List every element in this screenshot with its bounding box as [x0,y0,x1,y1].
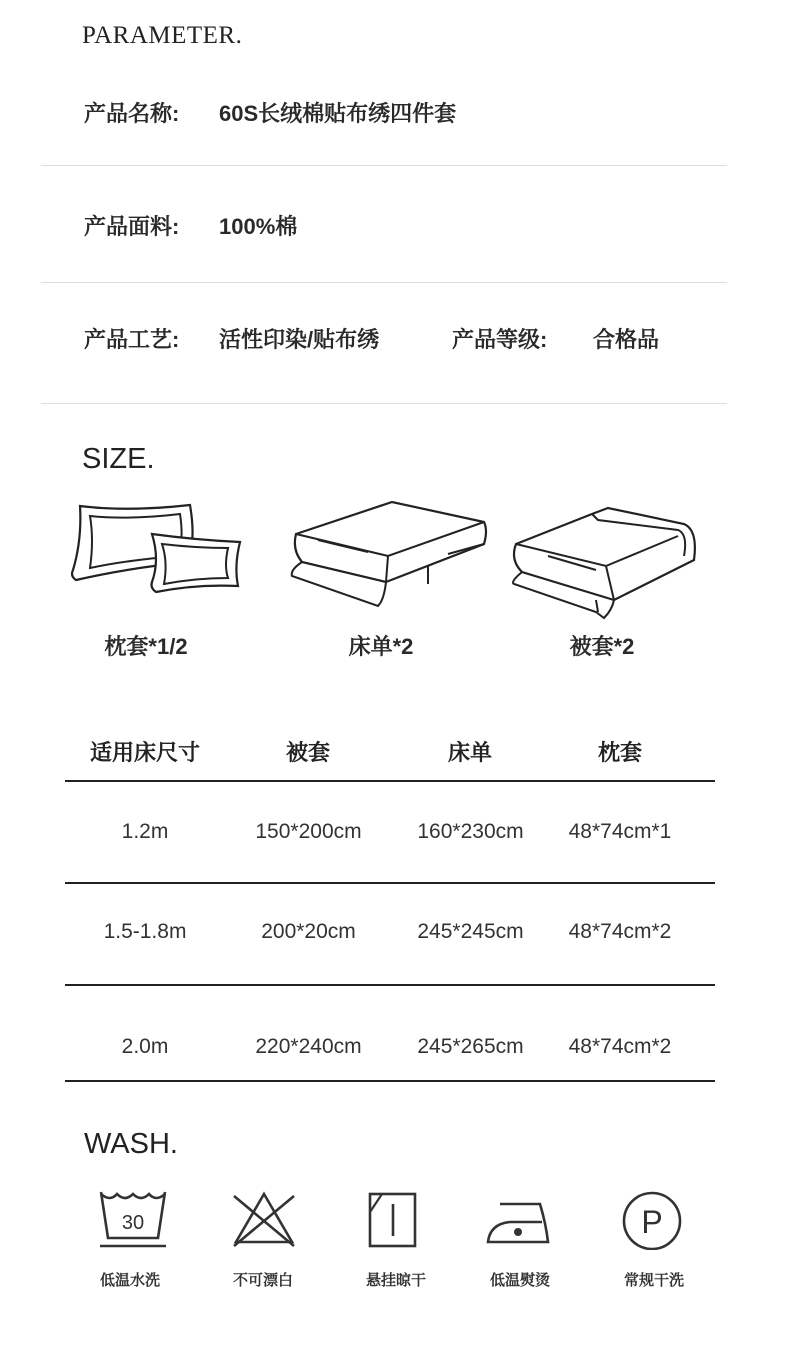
no-bleach-icon [230,1188,298,1250]
table-cell: 245*265cm [417,1035,524,1058]
wash-label: 低温熨烫 [489,1272,550,1289]
table-cell: 48*74cm*2 [568,1035,672,1058]
table-cell: 160*230cm [417,820,524,843]
table-header-duvet: 被套 [285,740,330,765]
param-value: 60S长绒棉贴布绣四件套 [219,101,457,126]
wash-label: 常规干洗 [623,1272,684,1289]
table-cell: 220*240cm [255,1035,362,1058]
wash-label: 悬挂晾干 [365,1272,426,1289]
param-value: 100%棉 [219,214,298,239]
wash-label: 低温水洗 [99,1272,160,1289]
duvet-cover-icon [508,500,700,622]
divider [41,282,727,283]
wash-30-icon [98,1188,168,1250]
line-dry-icon [368,1188,418,1250]
table-cell: 200*20cm [261,920,356,943]
table-header-bed-size: 适用床尺寸 [89,740,200,765]
param-value: 合格品 [593,327,660,352]
param-row-craft [84,323,659,354]
table-header-sheet: 床单 [447,740,492,765]
table-cell: 245*245cm [417,920,524,943]
size-title: SIZE. [82,443,155,475]
param-label: 产品面料: [84,214,180,239]
pillowcase-icon [68,500,244,596]
pillowcase-label: 枕套*1/2 [104,634,188,659]
table-cell: 1.5-1.8m [103,920,187,943]
bed-sheet-label: 床单*2 [348,634,414,659]
param-value: 活性印染/贴布绣 [219,327,380,352]
table-rule [65,984,715,986]
table-cell: 48*74cm*1 [568,820,672,843]
table-header-pillowcase: 枕套 [597,740,642,765]
param-label: 产品工艺: [84,327,180,352]
parameter-title: PARAMETER. [82,22,243,49]
param-label: 产品名称: [84,101,180,126]
low-iron-icon [486,1188,552,1250]
table-rule [65,780,715,782]
dry-clean-letter: P [641,1204,663,1240]
duvet-cover-label: 被套*2 [569,634,635,659]
table-rule [65,882,715,884]
wash-title: WASH. [84,1128,178,1160]
table-cell: 2.0m [121,1035,169,1058]
param-row-fabric [84,210,297,241]
wash-temp-text: 30 [121,1212,145,1234]
bed-sheet-icon [288,500,490,610]
wash-label: 不可漂白 [232,1272,293,1289]
param-row-name [84,97,456,128]
param-label: 产品等级: [452,327,548,352]
table-cell: 48*74cm*2 [568,920,672,943]
divider [41,403,727,404]
table-cell: 150*200cm [255,820,362,843]
table-rule [65,1080,715,1082]
table-cell: 1.2m [121,820,169,843]
dry-clean-p-icon [621,1188,683,1250]
divider [41,165,727,166]
